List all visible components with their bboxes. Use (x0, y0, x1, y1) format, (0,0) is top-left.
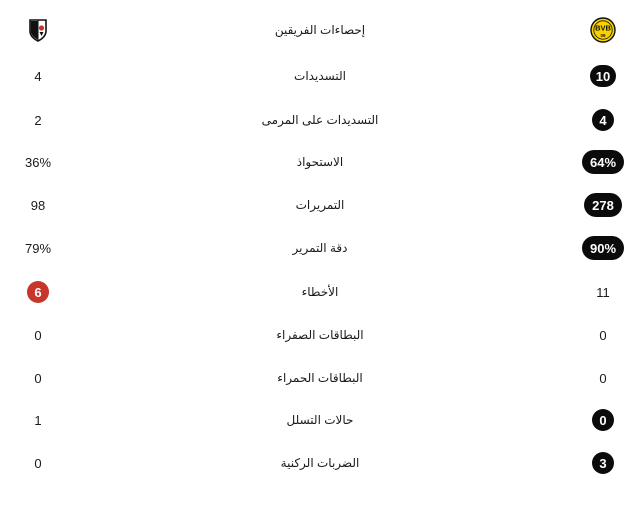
stat-label: حالات التسلل (286, 413, 354, 427)
stat-row-shots-on-target (0, 102, 640, 138)
away-value: 36% (24, 154, 52, 170)
freiburg-crest-icon (25, 17, 51, 43)
home-value-pill: 10 (590, 65, 616, 87)
away-value: 0 (34, 455, 42, 471)
stat-label: التسديدات على المرمى (261, 113, 379, 127)
stat-label: الأخطاء (301, 285, 339, 299)
stat-row-red-cards (0, 360, 640, 396)
home-value-pill: 4 (592, 109, 614, 131)
home-value-pill: 90% (582, 236, 624, 260)
stat-row-offsides (0, 402, 640, 438)
away-team-logo (0, 12, 76, 48)
bvb-crest-icon (590, 17, 616, 43)
away-value: 0 (34, 370, 42, 386)
stat-row-corners (0, 445, 640, 481)
home-value: 11 (596, 284, 610, 300)
stat-row-possession (0, 144, 640, 180)
away-value: 4 (34, 68, 42, 84)
home-value: 0 (599, 327, 607, 343)
away-value: 0 (34, 327, 42, 343)
svg-text:09: 09 (600, 33, 606, 38)
stat-label: التسديدات (294, 69, 346, 83)
stat-label: البطاقات الصفراء (276, 328, 364, 342)
away-value: 98 (30, 197, 46, 213)
stat-row-pass-accuracy (0, 230, 640, 266)
stat-row-yellow-cards (0, 317, 640, 353)
home-value-pill: 3 (592, 452, 614, 474)
home-team-logo (565, 12, 640, 48)
stat-row-passes (0, 187, 640, 223)
stats-title: إحصاءات الفريقين (274, 23, 366, 37)
home-value: 0 (599, 370, 607, 386)
stat-label: الاستحواذ (296, 155, 344, 169)
stat-label: دقة التمرير (292, 241, 348, 255)
home-value-pill: 64% (582, 150, 624, 174)
home-value-pill: 278 (584, 193, 622, 217)
home-value-pill: 0 (592, 409, 614, 431)
svg-text:BVB: BVB (595, 23, 611, 33)
away-value-pill: 6 (27, 281, 49, 303)
stat-row-shots (0, 58, 640, 94)
away-value: 79% (24, 240, 52, 256)
stat-label: الضربات الركنية (280, 456, 360, 470)
stat-row-fouls (0, 274, 640, 310)
stats-header-row (0, 12, 640, 48)
away-value: 2 (34, 112, 42, 128)
away-value: 1 (34, 412, 42, 428)
stat-label: البطاقات الحمراء (277, 371, 363, 385)
stat-label: التمريرات (295, 198, 345, 212)
